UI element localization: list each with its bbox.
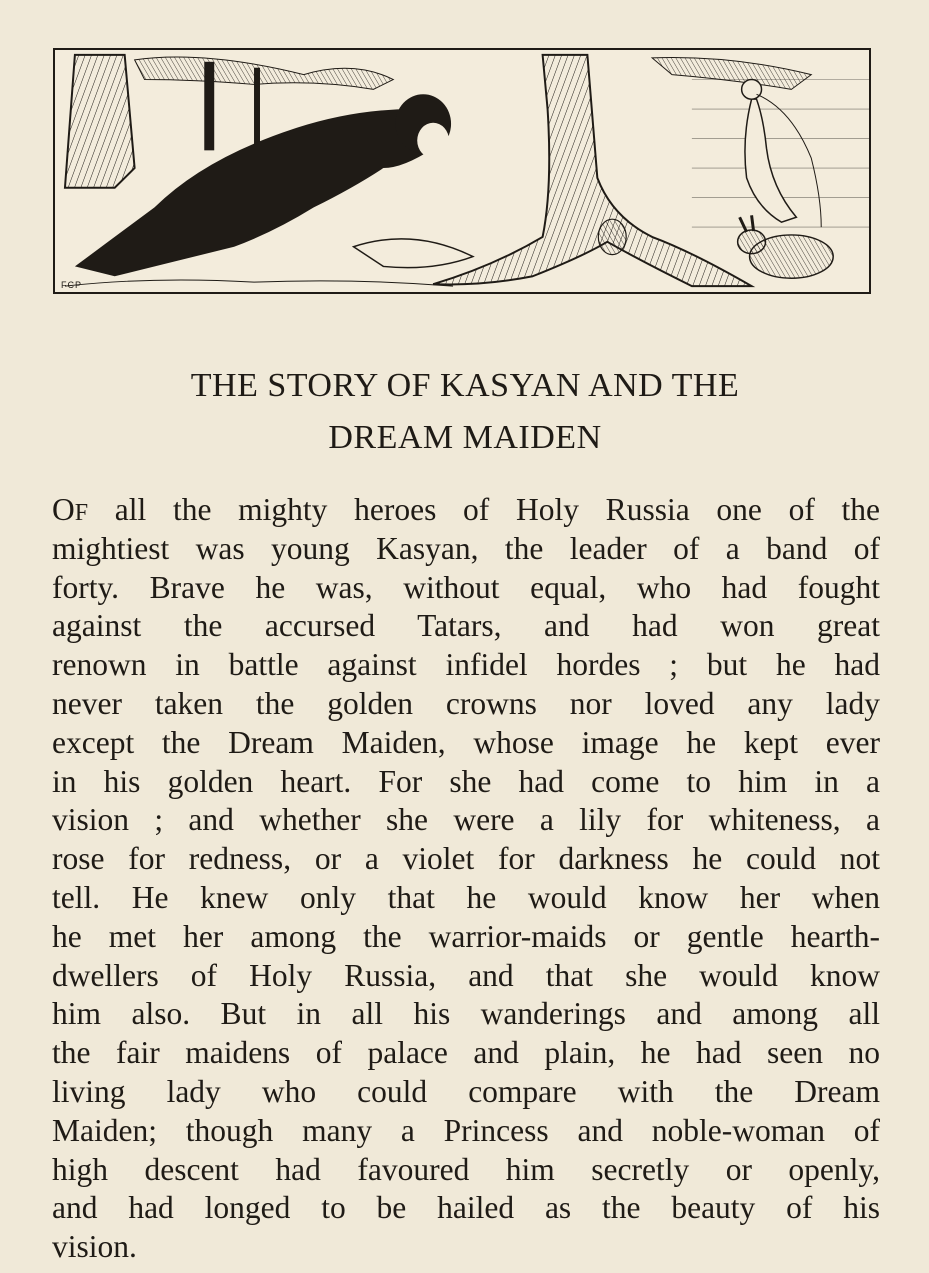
left-tree (65, 55, 135, 188)
text-line-15: the fair maidens of palace and plain, he had seen no (52, 1035, 880, 1071)
text-line-8: in his golden heart. For she had come to him in a (52, 763, 880, 799)
text-line-10: rose for redness, or a violet for darkness he could not (52, 841, 880, 877)
text-line-7: except the Dream Maiden, whose image he kept ever (52, 724, 880, 760)
dropcap-initial: O (52, 492, 75, 527)
text-line-3: forty. Brave he was, without equal, who had fought (52, 569, 880, 605)
dropcap-rest: F (74, 500, 89, 526)
text-line-12: he met her among the warrior-maids or gentle hearth- (52, 918, 880, 954)
text-line-19: and had longed to be hailed as the beauty of his (52, 1190, 880, 1226)
chapter-title-line-1: THE STORY OF KASYAN AND THE (190, 367, 740, 404)
dream-maiden-figure (692, 80, 869, 228)
text-line-17: Maiden; though many a Princess and noble-woman of (52, 1112, 880, 1148)
first-line-rest: all the mighty heroes of Holy Russia one of the (88, 492, 880, 527)
text-line-13: dwellers of Holy Russia, and that she would know (52, 957, 880, 993)
text-line-6: never taken the golden crowns nor loved any lady (52, 685, 880, 721)
rabbit (738, 215, 834, 278)
text-line-2: mightiest was young Kasyan, the leader of a band of (52, 530, 880, 566)
chapter-title (60, 360, 870, 464)
text-line-16: living lady who could compare with the Dream (52, 1073, 880, 1109)
story-text (52, 491, 880, 1267)
artist-signature: FCP (61, 280, 82, 290)
text-line-9: vision ; and whether she were a lily for whiteness, a (52, 802, 880, 838)
text-line-11: tell. He knew only that he would know her when (52, 879, 880, 915)
headpiece-illustration (53, 48, 871, 294)
text-line-4: against the accursed Tatars, and had won great (52, 608, 880, 644)
text-line-1 (52, 491, 880, 530)
text-line-18: high descent had favoured him secretly or openly, (52, 1151, 880, 1187)
text-line-5: renown in battle against infidel hordes ; but he had (52, 647, 880, 683)
text-line-20: vision. (52, 1229, 137, 1265)
text-line-14: him also. But in all his wanderings and among all (52, 996, 880, 1032)
center-tree (433, 55, 751, 286)
chapter-title-line-2: DREAM MAIDEN (328, 419, 602, 456)
illustration-drawing (55, 50, 869, 292)
